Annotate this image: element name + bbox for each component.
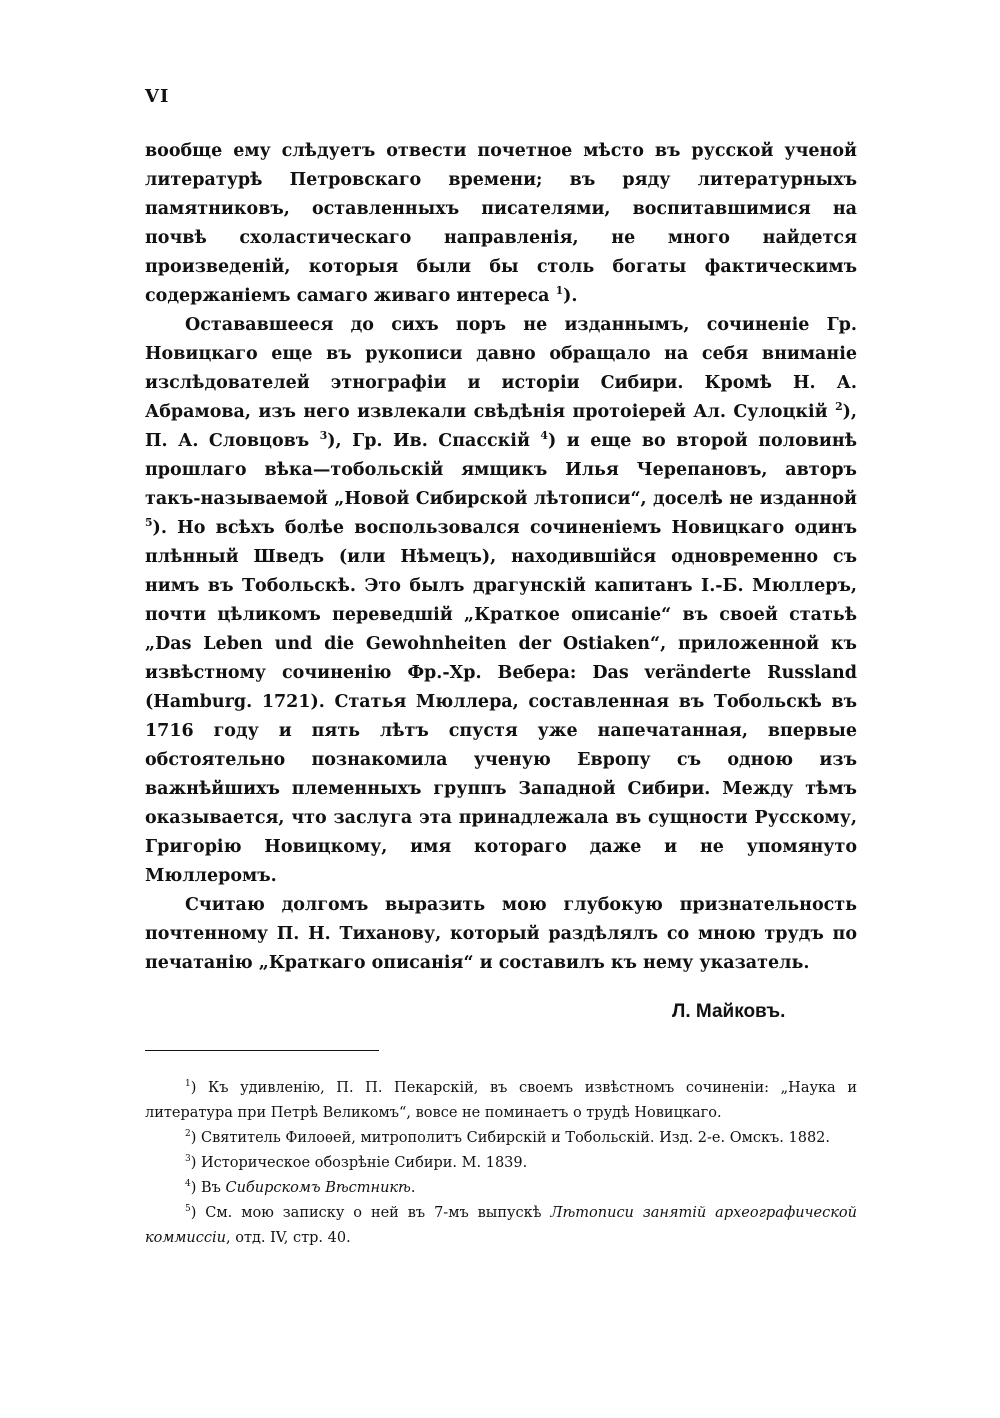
footnote-3 [145, 1151, 857, 1176]
main-text [145, 137, 857, 978]
footnote-text: ) См. мою записку о ней въ 7-мъ выпускѣ [190, 1205, 551, 1221]
footnote-ref-4: 4 [540, 429, 548, 443]
footnote-mark: 3 [185, 1154, 191, 1165]
footnote-ref-1: 1 [555, 284, 564, 298]
footnote-divider [145, 1050, 379, 1051]
footnote-text: ) Въ [190, 1180, 226, 1196]
footnote-mark: 1 [185, 1079, 191, 1090]
footnote-text: . [410, 1180, 416, 1196]
paragraph-2-text: ). Но всѣхъ болѣе воспользовался сочиненіемъ Новицкаго одинъ плѣнный Шведъ (или Нѣмецъ), находившійся одновременно съ нимъ въ Тобольскѣ. Это былъ драгунскій капитанъ І.-Б. Мюллеръ, почти цѣликомъ переведшій „Краткое описаніе“ въ своей статьѣ „Das Leben und die Gewohnheiten der Ostiaken“, приложенной къ извѣстному сочиненію Фр.-Хр. Вебера: Das veränderte Russland (Hamburg. 1721). Статья Мюллера, составленная въ Тобольскѣ въ 1716 году и пять лѣтъ спустя уже напечатанная, впервые обстоятельно познакомила ученую Европу съ одною изъ важнѣйшихъ племенныхъ группъ Западной Сибири. Между тѣмъ оказывается, что заслуга эта принадлежала въ сущности Русскому, Григорію Новицкому, имя котораго даже и не упомянуто Мюллеромъ. [145, 518, 857, 886]
paragraph-2-text: ), П. А. Словцовъ [145, 402, 857, 451]
footnote-ref-5: 5 [145, 516, 153, 530]
page-number: VI [145, 86, 170, 107]
footnote-mark: 4 [185, 1179, 191, 1190]
paragraph-2 [145, 311, 857, 891]
paragraph-1-text: вообще ему слѣдуетъ отвести почетное мѣсто въ русской ученой литературѣ Петровскаго времени; въ ряду литературныхъ памятниковъ, оставленныхъ писателями, воспитавшимися на почвѣ схоластическаго направленія, не много найдется произведеній, которыя были бы столь богаты фактическимъ содержаніемъ самаго живаго интереса [145, 141, 857, 306]
author-signature: Л. Майковъ. [672, 1001, 786, 1022]
paragraph-2-text: Остававшееся до сихъ поръ не изданнымъ, сочиненіе Гр. Новицкаго еще въ рукописи давно обращало на себя вниманіе изслѣдователей этнографіи и исторіи Сибири. Кромѣ Н. А. Абрамова, изъ него извлекали свѣдѣнія протоіерей Ал. Сулоцкій [145, 315, 857, 422]
footnote-1 [145, 1076, 857, 1126]
footnote-2 [145, 1126, 857, 1151]
paragraph-2-text: ) и еще во второй половинѣ прошлаго вѣка—тобольскій ямщикъ Илья Черепановъ, авторъ такъ-называемой „Новой Сибирской лѣтописи“, доселѣ не изданной [145, 431, 857, 509]
footnote-italic-title: Лѣтописи занятій археографической коммиссіи [145, 1205, 857, 1246]
footnote-mark: 2 [185, 1129, 191, 1140]
footnote-text: , отд. IV, стр. 40. [226, 1230, 351, 1246]
footnote-italic-title: Сибирскомъ Вѣстникѣ [225, 1180, 411, 1196]
footnote-4 [145, 1176, 857, 1201]
paragraph-3: Считаю долгомъ выразить мою глубокую признательность почтенному П. Н. Тиханову, который раздѣлялъ со мною трудъ по печатанію „Краткаго описанія“ и составилъ къ нему указатель. [145, 895, 857, 973]
footnote-ref-2: 2 [835, 400, 843, 414]
paragraph-1-tail: ). [563, 286, 578, 306]
footnote-ref-3: 3 [319, 429, 328, 443]
footnote-text: ) Святитель Филоѳей, митрополитъ Сибирскій и Тобольскій. Изд. 2-е. Омскъ. 1882. [190, 1130, 831, 1146]
footnote-5 [145, 1201, 857, 1251]
footnote-text: ) Историческое обозрѣніе Сибири. М. 1839. [190, 1155, 528, 1171]
footnote-text: ) Къ удивленію, П. П. Пекарскій, въ своемъ извѣстномъ сочиненіи: „Наука и литература при Петрѣ Великомъ“, вовсе не поминаетъ о трудѣ Новицкаго. [145, 1080, 857, 1121]
paragraph-1 [145, 137, 857, 311]
footnote-mark: 5 [185, 1204, 191, 1215]
footnotes [145, 1076, 857, 1251]
paragraph-2-text: ), Гр. Ив. Спасскій [327, 431, 541, 451]
